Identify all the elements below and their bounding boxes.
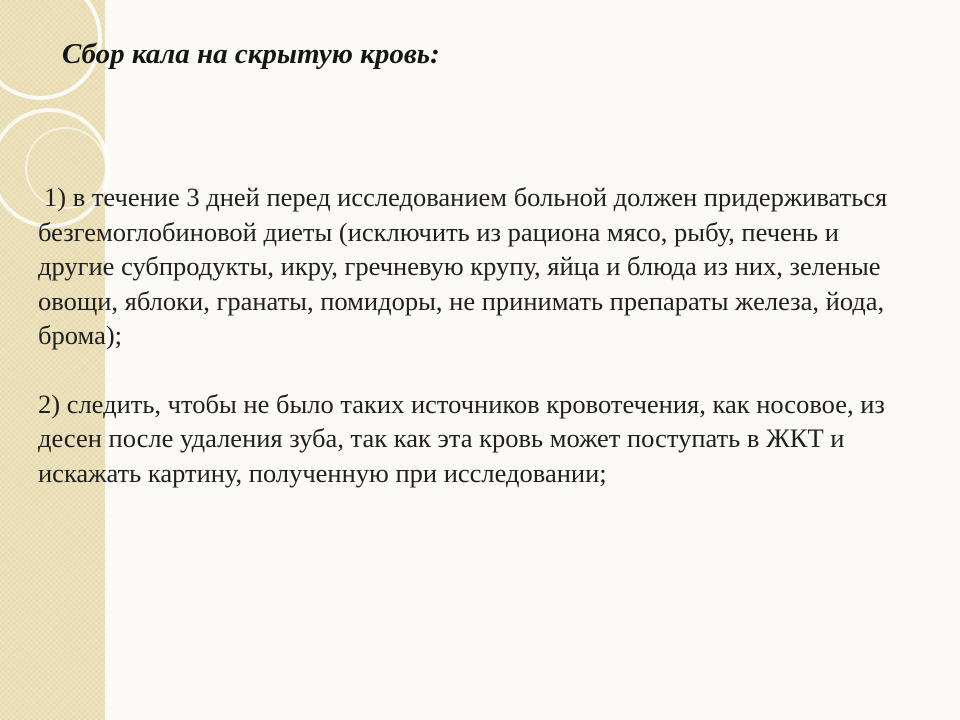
paragraph-diet: 1) в течение 3 дней перед исследованием больной должен придерживаться безгемоглобиновой диеты (исключить из рациона мясо, рыбу, печень и другие субпродукты, икру, гречневую крупу, яйца и блюда из них, зеленые овощи, яблоки, гранаты, помидоры, не принимать препараты железа, йода, брома); [38, 182, 888, 350]
slide-title: Сбор кала на скрытую кровь: [62, 38, 440, 70]
paragraph-bleeding: 2) следить, чтобы не было таких источников кровотечения, как носовое, из десен после удаления зуба, так как эта кровь может поступать в ЖКТ и искажать картину, полученную при исследовании; [38, 388, 885, 488]
slide-body [38, 180, 918, 490]
